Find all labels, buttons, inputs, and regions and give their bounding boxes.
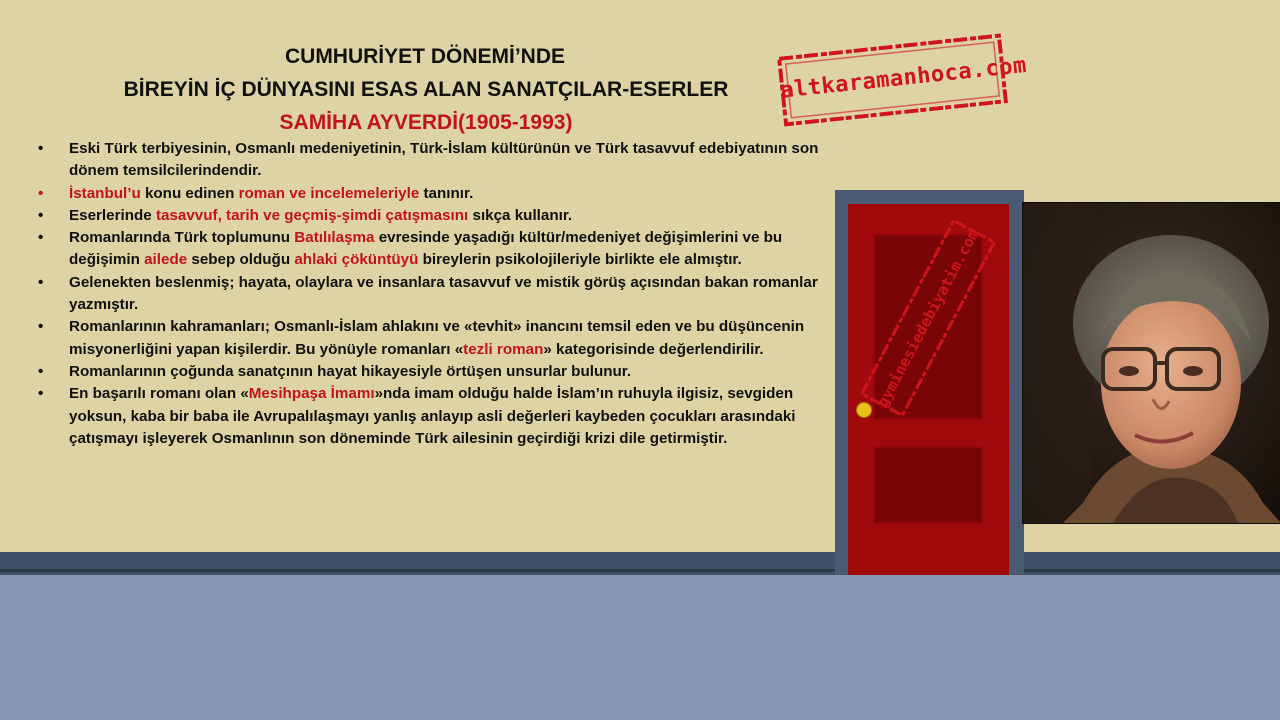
highlight-text: tasavvuf, tarih ve geçmiş-şimdi çatışmasını [155,206,469,224]
portrait-photo [1022,202,1280,524]
bullet-icon: • [38,184,44,202]
bullet-list [38,138,828,450]
bullet-text: Gelenekten beslenmiş; hayata, olaylara ve insanlara tasavvuf ve mistik görüş açısından bakan romanlar yazmıştır. [69,273,818,314]
bullet-text: En başarılı romanı olan « [69,385,249,403]
bullet-icon: • [38,362,44,380]
list-item [38,205,828,227]
list-item [38,361,828,383]
highlight-text: Mesihpaşa İmamı [248,385,375,403]
highlight-text: Batılılaşma [294,229,375,247]
list-item [38,316,828,361]
bullet-text: sebep olduğu [187,251,295,269]
list-item [38,138,828,183]
door-knob-icon [856,402,872,418]
portrait-icon [1023,203,1280,523]
bullet-icon: • [38,229,44,247]
bullet-text: sıkça kullanır. [468,206,573,224]
watermark-stamp [777,33,1028,126]
bullet-text: Romanlarında Türk toplumunu [69,229,295,247]
bullet-text: »nda imam olduğu halde İslam’ın ruhuyla ilgisiz, sevgiden yoksun, kaba bir baba ile Avrupalılaşmayı yanlış anlayıp asli değerleri kaybeden çocukları arasındaki çatışmayı işleyerek Osmanlının son döneminde Türk ailesinin geçirdiği krizi dile getirmiştir. [69,385,796,447]
floor [0,575,1280,720]
highlight-text: roman ve incelemeleriyle [238,184,420,202]
bullet-text: tanınır. [419,184,474,202]
bullet-text: » kategorisinde değerlendirilir. [543,340,764,358]
list-item [38,227,828,272]
highlight-text: ailede [144,251,188,269]
stamp-text: altkaramanhoca.com [779,52,1028,104]
bullet-text: Romanlarının çoğunda sanatçının hayat hikayesiyle örtüşen unsurlar bulunur. [69,362,632,380]
highlight-text: İstanbul’u [69,184,141,202]
stamp-text: gyminesiedebiyatim.com [873,226,983,410]
list-item [38,183,828,205]
bullet-text: Eski Türk terbiyesinin, Osmanlı medeniyetinin, Türk-İslam kültürünün ve Türk tasavvuf edebiyatının son dönem temsilcilerindendir. [69,140,819,180]
bullet-text: konu edinen [140,184,239,202]
bullet-text: bireylerin psikolojileriyle birlikte ele almıştır. [418,251,742,269]
bullet-icon: • [38,385,44,403]
bullet-icon: • [38,206,44,224]
bullet-text: evresinde yaşadığı kültür/medeniyet değişimlerini ve bu değişimin [69,229,783,269]
door-panel-lower [873,446,983,524]
slide-title-line-1: CUMHURİYET DÖNEMİ’NDE [284,45,565,68]
list-item [38,383,828,450]
highlight-text: ahlaki çöküntüyü [294,251,419,269]
bullet-text: Eserlerinde [69,206,156,224]
bullet-icon: • [38,318,44,336]
highlight-text: tezli roman [463,340,544,358]
baseboard-line [0,569,1280,572]
bullet-icon: • [38,273,44,291]
bullet-icon: • [38,140,44,157]
slide-title-line-2: BİREYİN İÇ DÜNYASINI ESAS ALAN SANATÇILAR-ESERLER [123,78,729,101]
bullet-text: Romanlarının kahramanları; Osmanlı-İslam ahlakını ve «tevhit» inancını temsil eden ve bu düşüncenin misyonerliğini yapan kişilerdir. Bu yönüyle romanları « [69,318,805,358]
list-item [38,272,828,317]
author-title: SAMİHA AYVERDİ(1905-1993) [279,111,573,134]
